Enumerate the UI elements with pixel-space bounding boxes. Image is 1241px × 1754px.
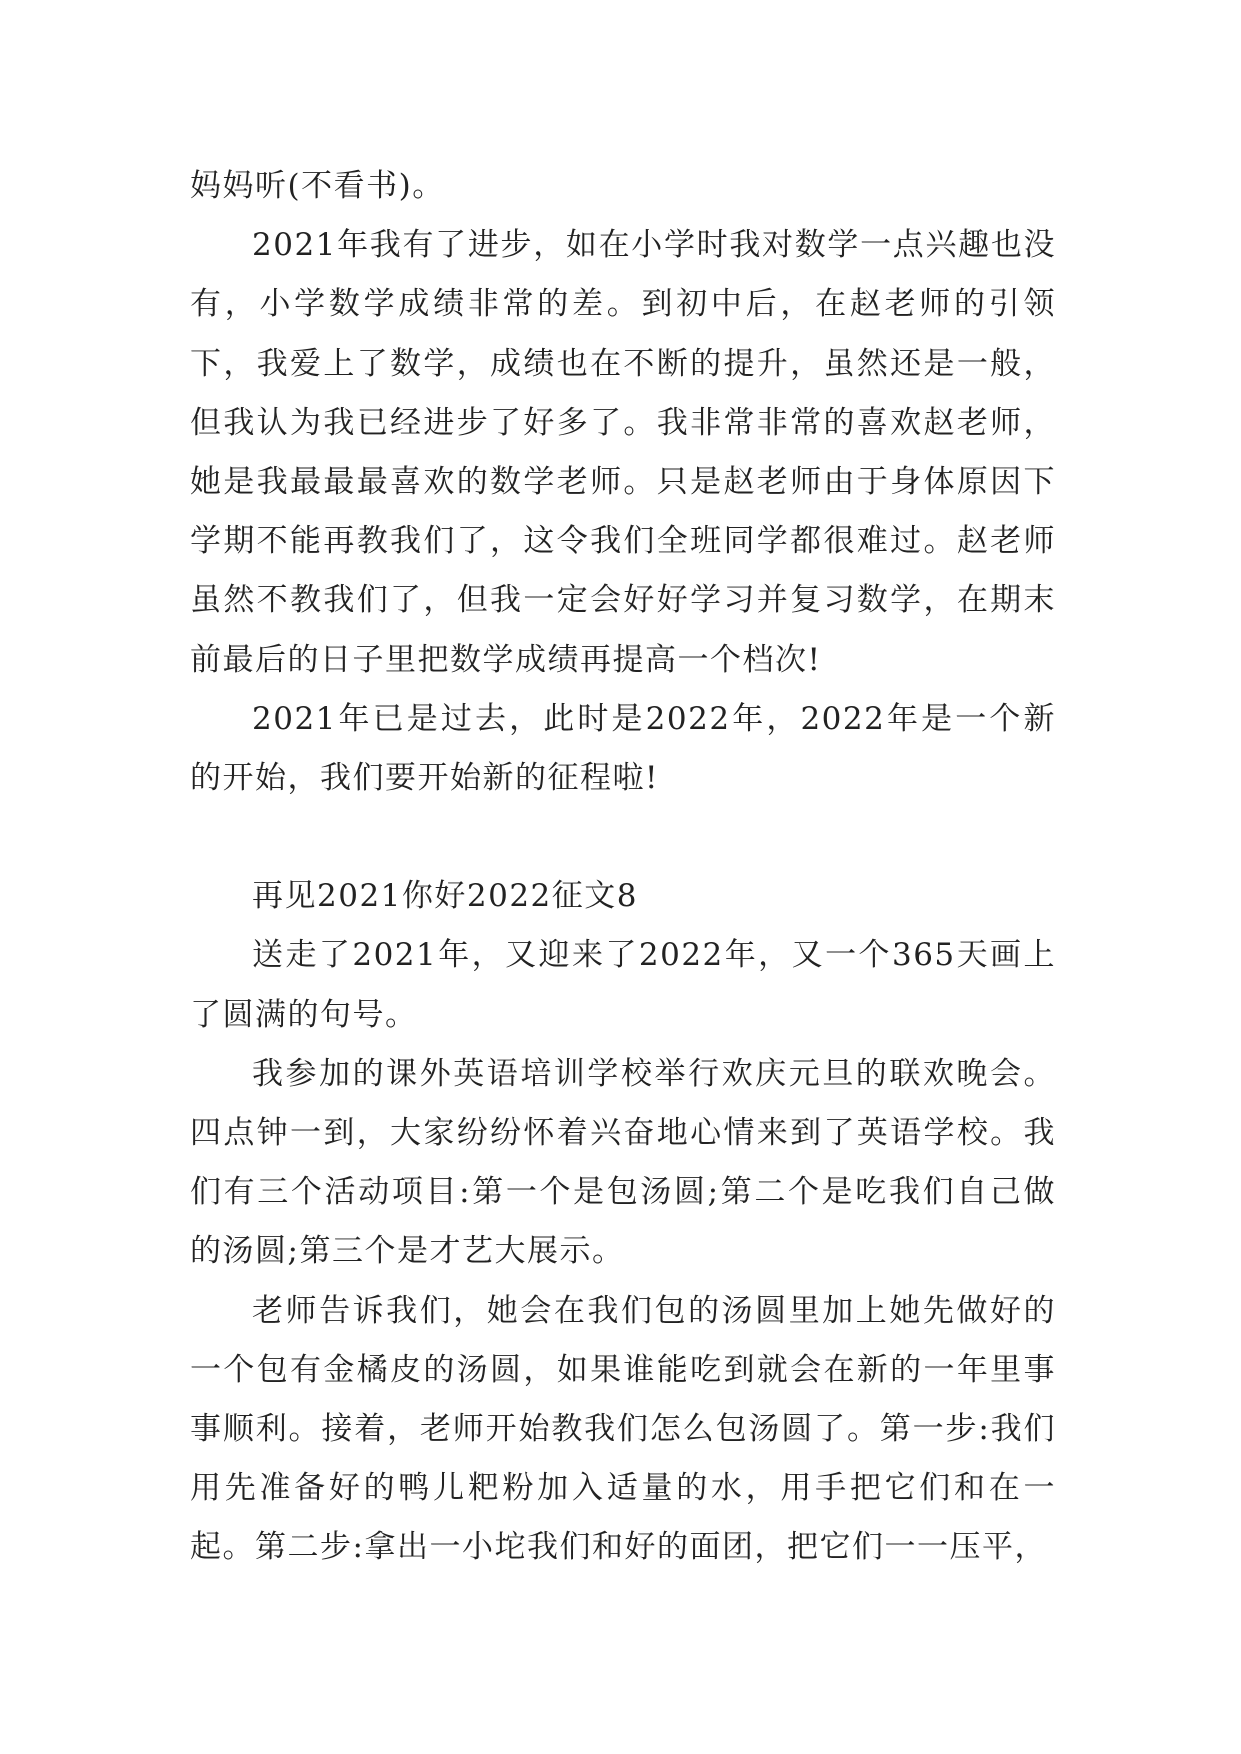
paragraph-farewell-2021: 送走了2021年，又迎来了2022年，又一个365天画上了圆满的句号。	[190, 937, 1056, 1033]
essay-heading: 再见2021你好2022征文8	[252, 878, 639, 915]
paragraph-making-tangyuan: 老师告诉我们，她会在我们包的汤圆里加上她先做好的一个包有金橘皮的汤圆，如果谁能吃到就会在新的一年里事事顺利。接着，老师开始教我们怎么包汤圆了。第一步:我们用先准备好的鸭儿粑粉加入适量的水，用手把它们和在一起。第二步:拿出一小坨我们和好的面团，把它们一一压平，	[190, 1292, 1056, 1566]
paragraph-new-start: 2021年已是过去，此时是2022年，2022年是一个新的开始，我们要开始新的征程啦!	[190, 700, 1056, 797]
paragraph-progress-in-math: 2021年我有了进步，如在小学时我对数学一点兴趣也没有，小学数学成绩非常的差。到初中后，在赵老师的引领下，我爱上了数学，成绩也在不断的提升，虽然还是一般，但我认为我已经进步了好多了。我非常非常的喜欢赵老师，她是我最最最喜欢的数学老师。只是赵老师由于身体原因下学期不能再教我们了，这令我们全班同学都很难过。赵老师虽然不教我们了，但我一定会好好学习并复习数学，在期末前最后的日子里把数学成绩再提高一个档次!	[190, 227, 1056, 678]
document-body	[190, 157, 1056, 1578]
paragraph-english-school-party: 我参加的课外英语培训学校举行欢庆元旦的联欢晚会。四点钟一到，大家纷纷怀着兴奋地心情来到了英语学校。我们有三个活动项目:第一个是包汤圆;第二个是吃我们自己做的汤圆;第三个是才艺大展示。	[190, 1055, 1056, 1270]
paragraph-continuation: 妈妈听(不看书)。	[190, 168, 445, 204]
